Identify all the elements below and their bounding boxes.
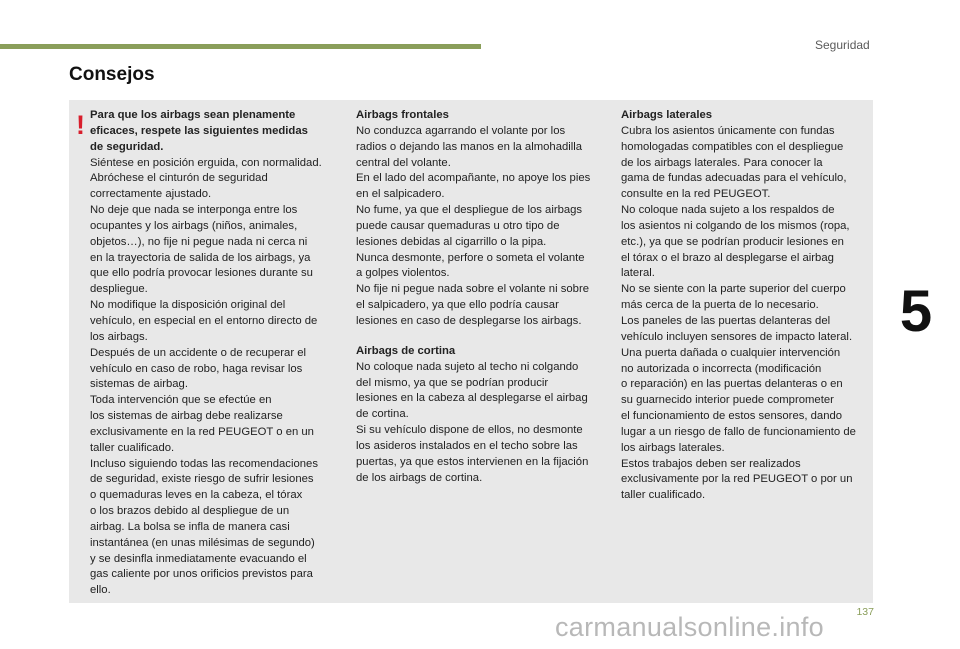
section-label: Seguridad [815,38,870,52]
page-number: 137 [856,606,874,618]
exclamation-icon: ! [76,110,85,140]
general-advice-body: Siéntese en posición erguida, con normalidad. Abróchese el cinturón de seguridad correctamente ajustado. No deje que nada se interponga entre los ocupantes y los airbags (niños, animales, objetos…), no fije ni pegue nada ni cerca ni en la trayectoria de salida de los airbags, ya que ello podría provocar lesiones durante su despliegue. No modifique la disposición original del vehículo, en especial en el entorno directo de los airbags. Después de un accidente o de recuperar el vehículo en caso de robo, haga revisar los sistemas de airbag. Toda intervención que se efectúe en los sistemas de airbag debe realizarse exclusivamente en la red PEUGEOT o en un taller cualificado. Incluso siguiendo todas las recomendaciones de seguridad, existe riesgo de sufrir lesiones o quemaduras leves en la cabeza, el tórax o los brazos debido al despliegue de un airbag. La bolsa se infla de manera casi instantánea (en unas milésimas de segundo) y se desinfla inmediatamente evacuando el gas caliente por unos orificios previstos para ello. [90,156,322,597]
header-accent-bar [0,44,481,49]
column-general-advice [90,108,340,599]
laterales-body: Cubra los asientos únicamente con fundas homologadas compatibles con el despliegue de los airbags laterales. Para conocer la gama de fundas adecuadas para el vehículo, consulte en la red PEUGEOT. No coloque nada sujeto a los respaldos de los asientos ni colgando de los mismos (ropa, etc.), ya que se podrían producir lesiones en el tórax o el brazo al desplegarse el airbag lateral. No se siente con la parte superior del cuerpo más cerca de la puerta de lo necesario. Los paneles de las puertas delanteras del vehículo incluyen sensores de impacto lateral. Una puerta dañada o cualquier intervención no autorizada o incorrecta (modificación o reparación) en las puertas delanteras o en su guarnecido interior puede comprometer el funcionamiento de estos sensores, dando lugar a un riesgo de fallo de funcionamiento de los airbags laterales. Estos trabajos deben ser realizados exclusivamente por la red PEUGEOT o por un taller cualificado. [621,124,856,502]
laterales-heading: Airbags laterales [621,109,713,121]
column-front-curtain-airbags [356,108,604,486]
general-advice-heading: Para que los airbags sean plenamente eficaces, respete las siguientes medidas de seguridad. [90,109,308,153]
frontales-body: No conduzca agarrando el volante por los radios o dejando las manos en la almohadilla central del volante. En el lado del acompañante, no apoye los pies en el salpicadero. No fume, ya que el despliegue de los airbags puede causar quemaduras u otro tipo de lesiones debidas al cigarrillo o la pipa. Nunca desmonte, perfore o someta el volante a golpes violentos. No fije ni pegue nada sobre el volante ni sobre el salpicadero, ya que ello podría causar lesiones en caso de desplegarse los airbags. [356,124,591,327]
cortina-body: No coloque nada sujeto al techo ni colgando del mismo, ya que se podrían producir lesiones en la cabeza al desplegarse el airbag de cortina. Si su vehículo dispone de ellos, no desmonte los asideros instalados en el techo sobre las puertas, ya que estos intervienen en la fijación de los airbags de cortina. [356,360,589,484]
watermark: carmanualsonline.info [555,612,824,642]
cortina-heading: Airbags de cortina [356,344,456,357]
chapter-number: 5 [899,279,933,344]
column-side-airbags [621,108,869,504]
page-title: Consejos [69,64,155,85]
frontales-heading: Airbags frontales [356,109,449,121]
